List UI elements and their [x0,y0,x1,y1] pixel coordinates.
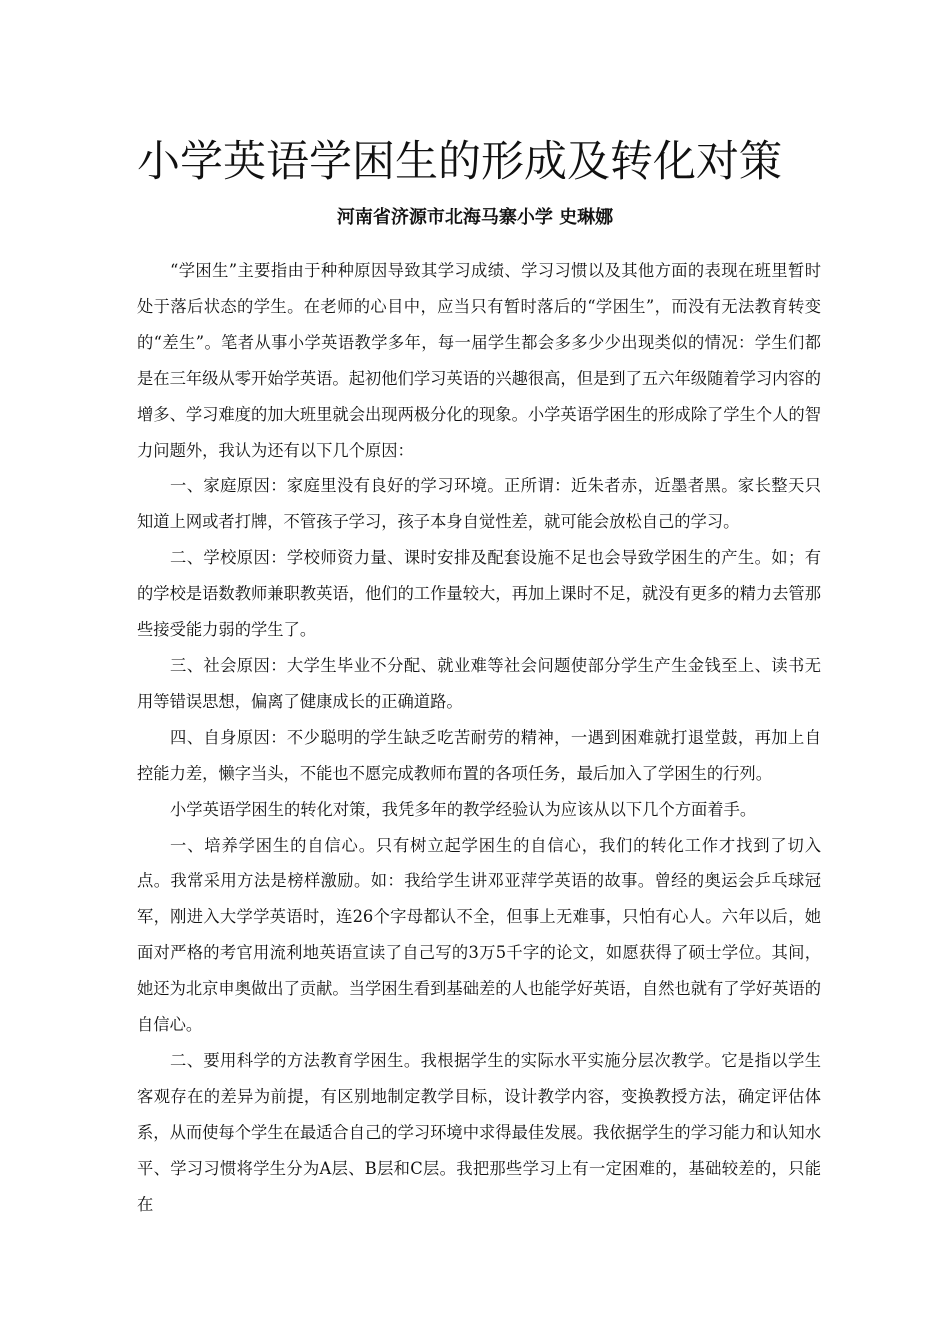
paragraph-strategy-methods: 二、要用科学的方法教育学困生。我根据学生的实际水平实施分层次教学。它是指以学生客观存在的差异为前提，有区别地制定教学目标，设计教学内容，变换教授方法，确定评估体系，从而使每个学生在最适合自己的学习环境中求得最佳发展。我依据学生的学习能力和认知水平、学习习惯将学生分为A层、B层和C层。我把那些学习上有一定困难的，基础较差的，只能在 [137,1050,821,1214]
paragraph-strategy-confidence: 一、培养学困生的自信心。只有树立起学困生的自信心，我们的转化工作才找到了切入点。我常采用方法是榜样激励。如：我给学生讲邓亚萍学英语的故事。曾经的奥运会乒乓球冠军，刚进入大学学英语时，连26个字母都认不全，但事上无难事，只怕有心人。六年以后，她面对严格的考官用流利地英语宣读了自己写的3万5千字的论文，如愿获得了硕士学位。其间，她还为北京申奥做出了贡献。当学困生看到基础差的人也能学好英语，自然也就有了学好英语的自信心。 [137,835,821,1035]
paragraph-family-reason: 一、家庭原因：家庭里没有良好的学习环境。正所谓：近朱者赤，近墨者黑。家长整天只知道上网或者打牌，不管孩子学习，孩子本身自觉性差，就可能会放松自己的学习。 [137,476,821,532]
document-title: 小学英语学困生的形成及转化对策 [137,137,782,187]
paragraph-school-reason: 二、学校原因：学校师资力量、课时安排及配套设施不足也会导致学困生的产生。如；有的学校是语数教师兼职教英语，他们的工作量较大，再加上课时不足，就没有更多的精力去管那些接受能力弱的学生了。 [137,548,821,640]
document-body [137,253,821,1222]
paragraph-intro: “学困生”主要指由于种种原因导致其学习成绩、学习习惯以及其他方面的表现在班里暂时处于落后状态的学生。在老师的心目中，应当只有暂时落后的“学困生”，而没有无法教育转变的“差生”。笔者从事小学英语教学多年，每一届学生都会多多少少出现类似的情况：学生们都是在三年级从零开始学英语。起初他们学习英语的兴趣很高，但是到了五六年级随着学习内容的增多、学习难度的加大班里就会出现两极分化的现象。小学英语学困生的形成除了学生个人的智力问题外，我认为还有以下几个原因： [137,261,821,460]
paragraph-self-reason: 四、自身原因：不少聪明的学生缺乏吃苦耐劳的精神，一遇到困难就打退堂鼓，再加上自控能力差，懒字当头，不能也不愿完成教师布置的各项任务，最后加入了学困生的行列。 [137,727,821,783]
paragraph-social-reason: 三、社会原因：大学生毕业不分配、就业难等社会问题使部分学生产生金钱至上、读书无用等错误思想，偏离了健康成长的正确道路。 [137,655,821,711]
paragraph-strategies-intro: 小学英语学困生的转化对策，我凭多年的教学经验认为应该从以下几个方面着手。 [170,799,757,819]
author-line: 河南省济源市北海马寨小学 史琳娜 [336,207,614,228]
